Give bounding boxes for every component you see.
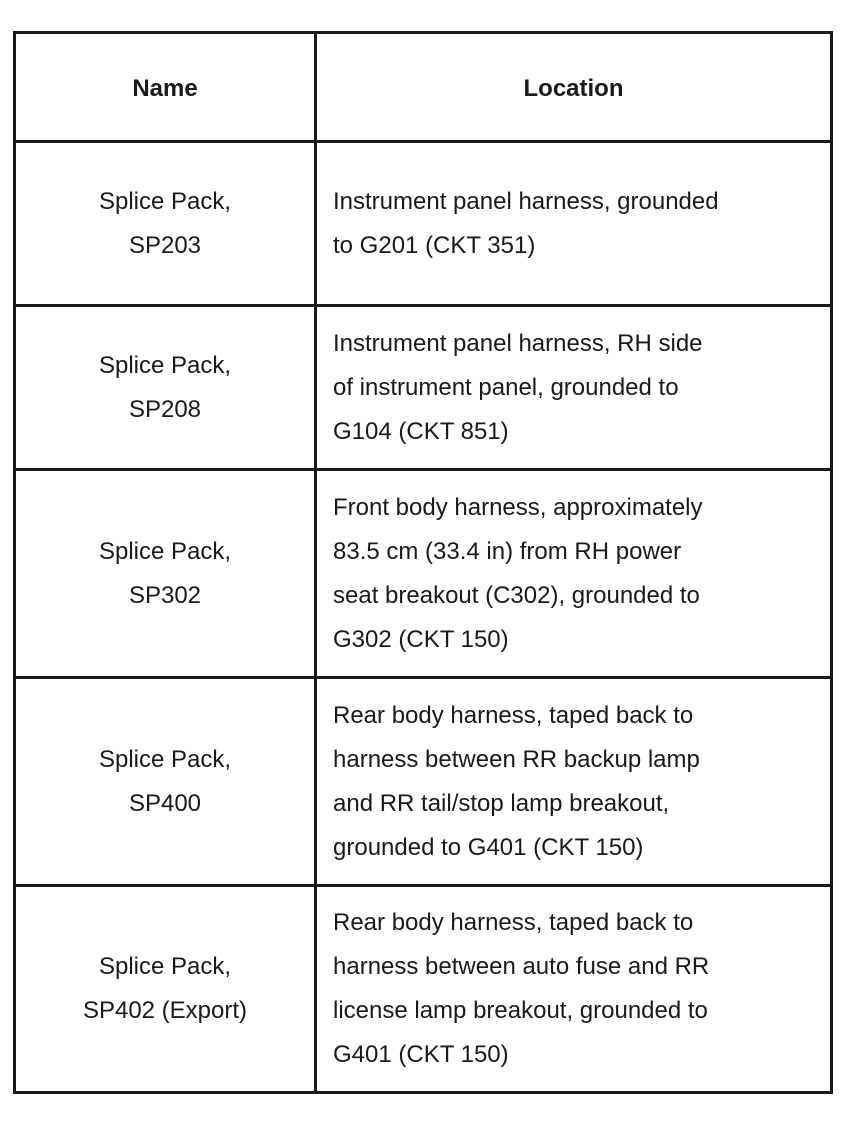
location-cell — [316, 678, 832, 886]
name-line: SP208 — [128, 395, 202, 423]
location-cell — [316, 306, 832, 470]
location-line: Instrument panel harness, grounded — [333, 187, 719, 215]
location-line: seat breakout (C302), grounded to — [333, 581, 700, 609]
table-row — [15, 142, 832, 306]
location-line: Front body harness, approximately — [333, 493, 703, 521]
name-line: Splice Pack, — [98, 953, 232, 980]
location-line: Rear body harness, taped back to — [333, 701, 694, 729]
name-line: Splice Pack, — [98, 745, 232, 773]
location-line: 83.5 cm (33.4 in) from RH power — [333, 537, 682, 565]
name-cell — [15, 306, 316, 470]
location-column-header: Location — [316, 33, 832, 142]
table-row — [15, 678, 832, 886]
header-row — [15, 33, 832, 142]
table-row — [15, 306, 832, 470]
name-cell — [15, 142, 316, 306]
location-line: G401 (CKT 150) — [333, 1041, 509, 1068]
location-line: to G201 (CKT 351) — [333, 231, 536, 259]
name-column-header: Name — [15, 33, 316, 142]
name-line: Splice Pack, — [98, 537, 232, 565]
location-line: G104 (CKT 851) — [333, 417, 509, 445]
location-cell — [316, 470, 832, 678]
location-line: license lamp breakout, grounded to — [333, 997, 708, 1024]
name-line: Splice Pack, — [98, 351, 232, 379]
name-line: SP302 — [128, 581, 202, 609]
location-line: and RR tail/stop lamp breakout, — [333, 789, 670, 817]
name-line: Splice Pack, — [98, 187, 232, 215]
location-line: Rear body harness, taped back to — [333, 909, 694, 936]
location-line: G302 (CKT 150) — [333, 625, 509, 653]
table-row — [15, 886, 832, 1093]
location-line: harness between auto fuse and RR — [333, 953, 710, 980]
name-cell — [15, 678, 316, 886]
location-line: Instrument panel harness, RH side — [333, 329, 703, 357]
splice-pack-table — [13, 31, 833, 1094]
location-cell — [316, 886, 832, 1093]
table-row — [15, 470, 832, 678]
name-cell — [15, 470, 316, 678]
location-line: grounded to G401 (CKT 150) — [333, 833, 644, 861]
name-cell — [15, 886, 316, 1093]
name-line: SP402 (Export) — [82, 997, 248, 1024]
name-line: SP203 — [128, 231, 202, 259]
name-line: SP400 — [128, 789, 202, 817]
location-line: harness between RR backup lamp — [333, 745, 700, 773]
location-line: of instrument panel, grounded to — [333, 373, 679, 401]
location-cell — [316, 142, 832, 306]
